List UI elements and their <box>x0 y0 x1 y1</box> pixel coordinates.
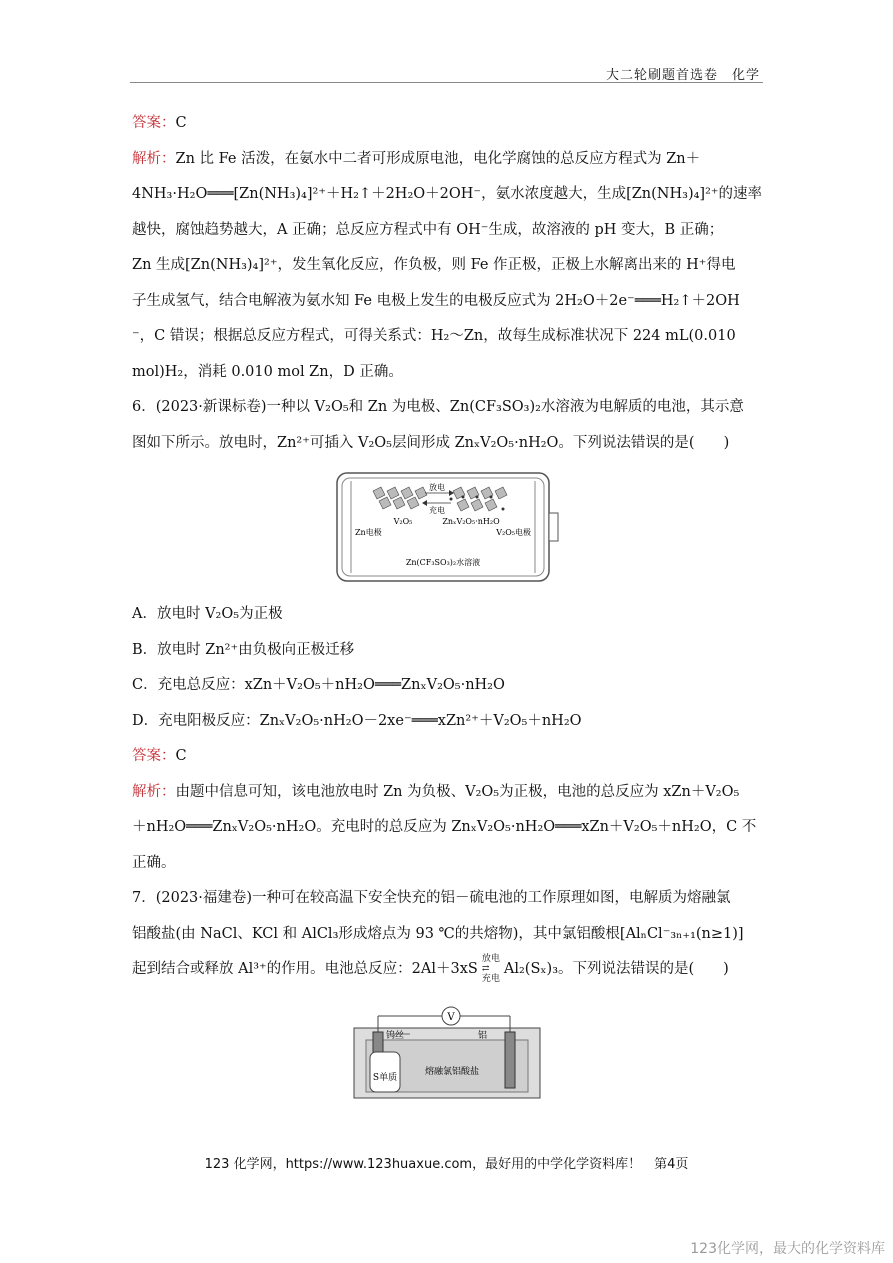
option-a: A．放电时 V₂O₅为正极 <box>132 606 283 622</box>
znxv2o5-material-label: ZnₓV₂O₅·nH₂O <box>442 517 500 526</box>
molten-salt-label: 熔融氯铝酸盐 <box>424 1066 480 1077</box>
q6-stem-line: 图如下所示。放电时，Zn²⁺可插入 V₂O₅层间形成 ZnₓV₂O₅·nH₂O。下列说法错误的是( ) <box>132 434 730 451</box>
q7-stem-line: 起到结合或释放 Al³⁺的作用。电池总反应：2Al＋3xS放电 ⇄ 充电Al₂(Sₓ)₃。下列说法错误的是( ) <box>132 954 729 984</box>
q5-analysis-line: mol)H₂，消耗 0.010 mol Zn，D 正确。 <box>132 363 403 380</box>
answer-label: 答案： <box>132 115 176 131</box>
tungsten-wire-label: 钨丝 <box>386 1030 405 1041</box>
analysis-label: 解析： <box>132 150 176 167</box>
electrolyte-label: Zn(CF₃SO₃)₂水溶液 <box>405 558 481 567</box>
voltmeter-icon: V <box>447 1011 455 1023</box>
v2o5-material-label: V₂O₅ <box>393 517 413 526</box>
q5-analysis-line: 子生成氢气，结合电解液为氨水知 Fe 电极上发生的电极反应式为 2H₂O＋2e⁻═══H₂↑＋2OH <box>132 292 740 309</box>
q6-analysis-line: 解析：由题中信息可知，该电池放电时 Zn 为负极、V₂O₅为正极，电池的总反应为 xZn＋V₂O₅ <box>132 783 740 800</box>
q5-analysis-line: ⁻，C 错误；根据总反应方程式，可得关系式：H₂～Zn，故每生成标准状况下 224 mL(0.010 <box>132 328 736 344</box>
q5-analysis-line: Zn 生成[Zn(NH₃)₄]²⁺，发生氧化反应，作负极，则 Fe 作正极，正极上水解离出来的 H⁺得电 <box>132 257 736 273</box>
q6-stem-line: 6．(2023·新课标卷)一种以 V₂O₅和 Zn 为电极、Zn(CF₃SO₃)₂水溶液为电解质的电池，其示意 <box>132 399 744 415</box>
q6-answer <box>132 739 764 775</box>
page-footer: 123 化学网，https://www.123huaxue.com，最好用的中学化学资料库！ 第4页 <box>204 1157 689 1172</box>
q5-analysis-line: 解析：Zn 比 Fe 活泼，在氨水中二者可形成原电池，电化学腐蚀的总反应方程式为 Zn＋ <box>132 150 701 167</box>
zn-electrode-label: Zn电极 <box>355 528 382 537</box>
page-content <box>132 106 764 1102</box>
page-header: 大二轮刷题首选卷 化学 <box>605 68 760 83</box>
answer-value: C <box>175 748 187 764</box>
option-b: B．放电时 Zn²⁺由负极向正极迁移 <box>132 641 355 658</box>
q6-analysis-line: ＋nH₂O═══ZnₓV₂O₅·nH₂O。充电时的总反应为 ZnₓV₂O₅·nH₂O═══xZn＋V₂O₅＋nH₂O，C 不 <box>132 819 757 835</box>
answer-label: 答案： <box>132 748 176 764</box>
charge-label: 充电 <box>429 506 445 515</box>
battery-diagram <box>333 469 563 587</box>
q6-analysis-line: 正确。 <box>132 854 176 871</box>
al-s-diagram <box>348 1002 548 1102</box>
header-divider <box>130 82 763 83</box>
zn-v2o5-battery-figure <box>333 469 563 587</box>
reversible-arrow: 放电 ⇄ 充电 <box>481 954 500 984</box>
q5-answer <box>132 106 764 142</box>
q5-analysis-line: 越快，腐蚀趋势越大，A 正确；总反应方程式中有 OH⁻生成，故溶液的 pH 变大，B 正确； <box>132 221 724 238</box>
q7-stem-line: 铝酸盐(由 NaCl、KCl 和 AlCl₃形成熔点为 93 ℃的共熔物)，其中氯铝酸根[AlₙCl⁻₃ₙ₊₁(n≥1)] <box>132 925 744 942</box>
watermark: 123化学网，最大的化学资料库 <box>690 1241 885 1257</box>
aluminum-label: 铝 <box>478 1030 488 1041</box>
option-d: D．充电阳极反应：ZnₓV₂O₅·nH₂O－2xe⁻═══xZn²⁺＋V₂O₅＋nH₂O <box>132 712 582 729</box>
analysis-label: 解析： <box>132 783 176 800</box>
v2o5-electrode-label: V₂O₅电极 <box>496 528 531 537</box>
al-s-battery-figure <box>348 1002 548 1102</box>
q5-analysis-line: 4NH₃·H₂O═══[Zn(NH₃)₄]²⁺＋H₂↑＋2H₂O＋2OH⁻，氨水浓度越大，生成[Zn(NH₃)₄]²⁺的速率 <box>132 186 763 202</box>
discharge-label: 放电 <box>429 483 445 492</box>
option-c: C．充电总反应：xZn＋V₂O₅＋nH₂O═══ZnₓV₂O₅·nH₂O <box>132 677 505 693</box>
sulfur-label: S单质 <box>372 1072 398 1083</box>
answer-value: C <box>175 115 187 131</box>
q7-stem-line: 7．(2023·福建卷)一种可在较高温下安全快充的铝－硫电池的工作原理如图，电解质为熔融氯 <box>132 890 731 906</box>
